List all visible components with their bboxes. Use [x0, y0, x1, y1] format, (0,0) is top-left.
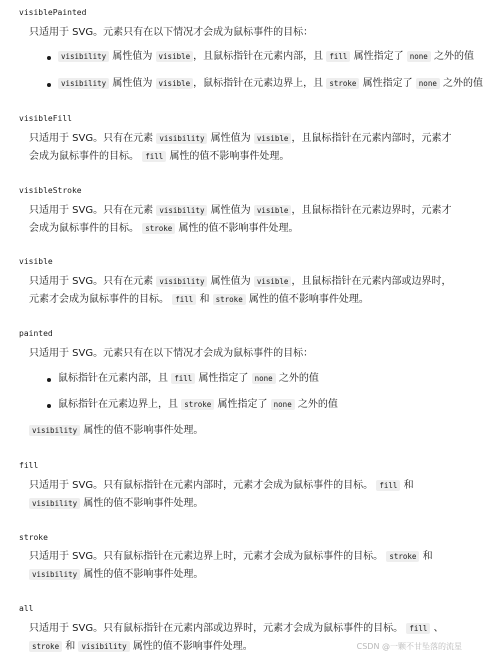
watermark: CSDN @一颗不甘坠落的流星 [356, 642, 462, 651]
text-span: 属性值为 [210, 133, 251, 144]
code-token: visible [156, 78, 194, 89]
bullet-dot [47, 83, 51, 87]
term-visible: visible [19, 257, 53, 266]
text-span: 属性值为 [112, 51, 153, 62]
code-token: stroke [326, 78, 359, 89]
code-token: visibility [58, 51, 109, 62]
code-token: visibility [78, 641, 129, 652]
text-span: ，且鼠标指针在元素边界时，元素才会成为鼠标事件的目标。 [29, 205, 452, 234]
code-token: visible [254, 133, 292, 144]
list-item [58, 397, 458, 413]
code-token: visible [156, 51, 194, 62]
text-span: 属性指定了 [217, 399, 268, 410]
code-token: visible [254, 276, 292, 287]
desc-visible [29, 273, 461, 309]
term-fill: fill [19, 461, 39, 470]
code-token: visibility [156, 276, 207, 287]
code-token: visibility [29, 569, 80, 580]
desc-visiblestroke [29, 202, 461, 238]
text-span: 属性的值不影响事件处理。 [248, 294, 369, 305]
code-token: stroke [213, 294, 246, 305]
code-token: visibility [156, 133, 207, 144]
desc-visiblefill [29, 130, 461, 166]
text-span: 属性的值不影响事件处理。 [132, 641, 253, 652]
desc-fill [29, 477, 461, 513]
code-token: stroke [142, 223, 175, 234]
code-token: visibility [58, 78, 109, 89]
text-span: 只适用于 SVG。只有在元素 [29, 133, 154, 144]
code-token: none [252, 373, 276, 384]
code-token: fill [171, 373, 195, 384]
code-token: none [407, 51, 431, 62]
code-token: stroke [29, 641, 62, 652]
text-span: 属性值为 [210, 205, 251, 216]
text-span: 属性指定了 [362, 78, 413, 89]
text-span: 属性的值不影响事件处理。 [83, 498, 204, 509]
bullet-dot [47, 378, 51, 382]
text-span: 只适用于 SVG。只有鼠标指针在元素边界上时，元素才会成为鼠标事件的目标。 [29, 551, 384, 562]
text-span: 属性的值不影响事件处理。 [169, 151, 290, 162]
text-span: 鼠标指针在元素内部，且 [58, 373, 168, 384]
code-token: visibility [29, 425, 80, 436]
code-token: stroke [181, 399, 214, 410]
code-token: fill [142, 151, 166, 162]
text-span: ，且鼠标指针在元素内部，且 [193, 51, 324, 62]
text-span: 和 [65, 641, 76, 652]
list-item [58, 49, 475, 65]
code-token: none [271, 399, 295, 410]
text-span: 和 [403, 480, 414, 491]
term-visiblefill: visibleFill [19, 114, 72, 123]
text-span: 只适用于 SVG。只有在元素 [29, 276, 154, 287]
code-token: visible [254, 205, 292, 216]
text-span: 只适用于 SVG。只有在元素 [29, 205, 154, 216]
text-span: ，且鼠标指针在元素内部或边界时，元素才会成为鼠标事件的目标。 [29, 276, 452, 305]
term-visiblestroke: visibleStroke [19, 186, 82, 195]
text-span: 属性值为 [210, 276, 251, 287]
text-span: 属性的值不影响事件处理。 [178, 223, 299, 234]
term-all: all [19, 604, 34, 613]
text-span: 和 [199, 294, 210, 305]
code-token: fill [406, 623, 430, 634]
text-span: 鼠标指针在元素边界上，且 [58, 399, 178, 410]
term-visiblepainted: visiblePainted [19, 8, 87, 17]
bullet-dot [47, 404, 51, 408]
code-token: visibility [156, 205, 207, 216]
text-span: 之外的值 [297, 399, 338, 410]
text-span: ，鼠标指针在元素边界上，且 [193, 78, 324, 89]
code-token: fill [326, 51, 350, 62]
code-token: visibility [29, 498, 80, 509]
text-span: 之外的值 [278, 373, 319, 384]
text-span: 之外的值 [443, 78, 483, 89]
code-token: fill [376, 480, 400, 491]
text-span: 、 [433, 623, 444, 634]
text-span: 属性指定了 [198, 373, 249, 384]
text-span: ，且鼠标指针在元素内部时，元素才会成为鼠标事件的目标。 [29, 133, 452, 162]
text-span: 属性指定了 [353, 51, 404, 62]
desc-painted-intro: 只适用于 SVG。元素只有在以下情况才会成为鼠标事件的目标： [29, 348, 314, 359]
desc-stroke [29, 548, 461, 584]
term-painted: painted [19, 329, 53, 338]
text-span: 和 [422, 551, 433, 562]
text-span: 属性值为 [112, 78, 153, 89]
bullet-dot [47, 56, 51, 60]
text-span: 属性的值不影响事件处理。 [83, 569, 204, 580]
code-token: fill [172, 294, 196, 305]
list-item [58, 76, 483, 92]
list-item [58, 371, 458, 387]
text-span: 属性的值不影响事件处理。 [83, 425, 204, 436]
text-span: 只适用于 SVG。只有鼠标指针在元素内部时，元素才会成为鼠标事件的目标。 [29, 480, 374, 491]
desc-painted-outro [29, 422, 461, 440]
code-token: stroke [386, 551, 419, 562]
term-stroke: stroke [19, 533, 48, 542]
text-span: 只适用于 SVG。只有鼠标指针在元素内部或边界时，元素才会成为鼠标事件的目标。 [29, 623, 404, 634]
desc-visiblepainted-intro: 只适用于 SVG。元素只有在以下情况才会成为鼠标事件的目标： [29, 27, 314, 38]
code-token: none [416, 78, 440, 89]
text-span: 之外的值 [434, 51, 475, 62]
